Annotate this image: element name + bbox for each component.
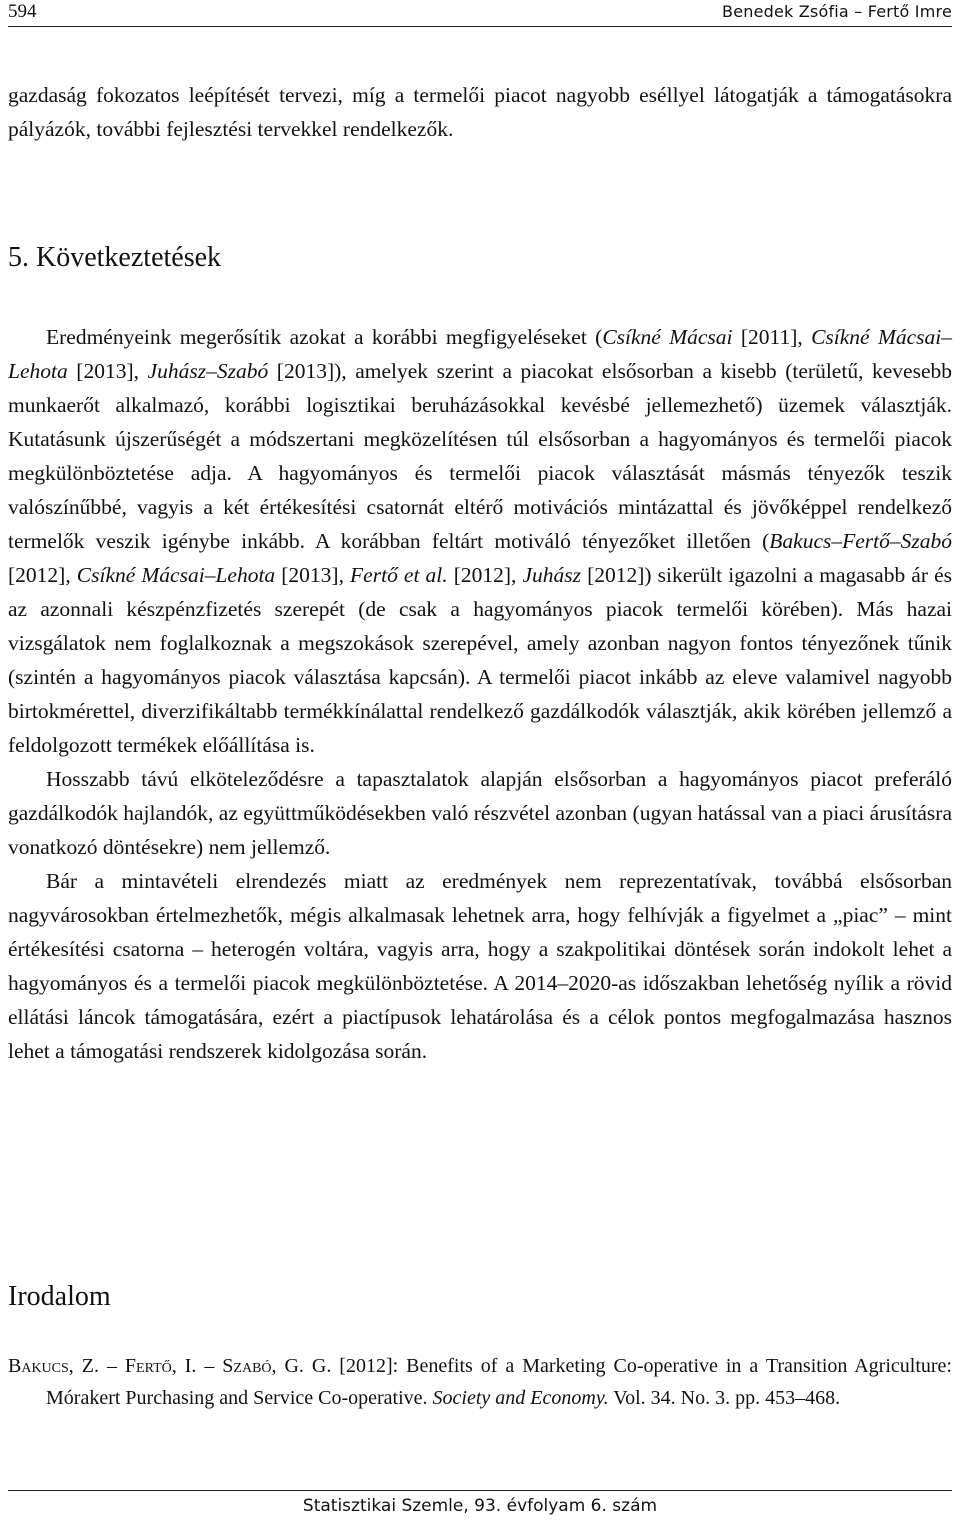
text-run: [2011], bbox=[732, 325, 812, 349]
citation: Csíkné Mácsai–Lehota bbox=[8, 325, 952, 383]
intro-text: gazdaság fokozatos leépítését tervezi, míg a termelői piacot nagyobb eséllyel látogatják a támogatásokra pályázók, további fejlesztési tervekkel rendelkezők. bbox=[8, 83, 952, 141]
reference-item bbox=[8, 1350, 952, 1414]
intro-paragraph bbox=[8, 78, 952, 146]
text-run: Eredményeink megerősítik azokat a korábbi megfigyeléseket ( bbox=[46, 325, 603, 349]
reference-journal: Society and Economy. bbox=[432, 1387, 609, 1409]
text-run: [2013], bbox=[67, 359, 148, 383]
running-authors: Benedek Zsófia – Fertő Imre bbox=[722, 2, 952, 21]
paragraph-1 bbox=[8, 320, 952, 762]
citation: Bakucs–Fertő–Szabó bbox=[769, 529, 952, 553]
running-header bbox=[8, 0, 952, 27]
conclusions-body bbox=[8, 320, 952, 1068]
page-number: 594 bbox=[8, 1, 37, 22]
citation: Fertő et al. bbox=[350, 563, 448, 587]
citation: Juhász–Szabó bbox=[147, 359, 269, 383]
paragraph-3: Bár a mintavételi elrendezés miatt az eredmények nem reprezentatívak, továbbá elsősorban nagyvárosokban értelmezhetők, mégis alkalmasak lehetnek arra, hogy felhívják a figyelmet a „piac” – mint értékesítési csatorna – heterogén voltára, vagyis arra, hogy a szakpolitikai döntések során indokolt lehet a hagyományos és a termelői piacok megkülönböztetése. A 2014–2020-as időszakban lehetőség nyílik a rövid ellátási láncok támogatására, ezért a piactípusok lehatárolása és a célok pontos megfogalmazása hasznos lehet a támogatási rendszerek kidolgozása során. bbox=[8, 869, 952, 1063]
section-heading: 5. Következtetések bbox=[8, 242, 222, 273]
references-heading: Irodalom bbox=[8, 1281, 111, 1312]
text-run: [2012], bbox=[8, 563, 77, 587]
reference-authors: Bakucs, Z. – Fertő, I. – Szabó, G. G. bbox=[8, 1355, 332, 1377]
paragraph-2: Hosszabb távú elköteleződésre a tapasztalatok alapján elsősorban a hagyományos piacot preferáló gazdálkodók hajlandók, az együttműködésekben való részvétel azonban (ugyan hatással van a piaci árusításra vonatkozó döntésekre) nem jellemző. bbox=[8, 767, 952, 859]
text-run: [2012], bbox=[447, 563, 523, 587]
text-run: [2012]) sikerült igazolni a magasabb ár és az azonnali készpénzfizetés szerepét (de csak a hagyományos piacok termelői körében). Más hazai vizsgálatok nem foglalkoznak a megszokások szerepével, amely azonban nagyon fontos tényezőnek tűnik (szintén a hagyományos piacok választása kapcsán). A termelői piacot inkább az eleve valamivel nagyobb birtokmérettel, diverzifikáltabb termékkínálattal rendelkező gazdálkodók választják, akik körében jellemző a feldolgozott termékek előállítása is. bbox=[8, 563, 952, 757]
text-run: [2013]), amelyek szerint a piacokat elsősorban a kisebb (területű, kevesebb munkaerőt alkalmazó, korábbi logisztikai beruházásokkal kevésbé jellemezhető) üzemek választják. Kutatásunk újszerűségét a módszertani megközelítésen túl elsősorban a hagyományos és termelői piacok megkülönböztetése adja. A hagyományos és termelői piacok választását másmás tényezők teszik valószínűbbé, vagyis a két értékesítési csatornát eltérő motivációs mintázattal és jövőképpel rendelkező termelők veszik igénybe inkább. A korábban feltárt motiváló tényezőket illetően ( bbox=[8, 359, 952, 553]
reference-list bbox=[8, 1350, 952, 1414]
footer-journal: Statisztikai Szemle, 93. évfolyam 6. szám bbox=[302, 1496, 658, 1516]
reference-body: [2012]: Benefits of a Marketing Co-operative in a Transition Agriculture: Mórakert Purchasing and Service Co-operative. bbox=[46, 1355, 952, 1409]
citation: Csíkné Mácsai–Lehota bbox=[76, 563, 276, 587]
citation: Csíkné Mácsai bbox=[602, 325, 733, 349]
citation: Juhász bbox=[522, 563, 582, 587]
running-footer bbox=[8, 1490, 952, 1521]
reference-tail: Vol. 34. No. 3. pp. 453–468. bbox=[608, 1387, 841, 1409]
text-run: [2013], bbox=[275, 563, 351, 587]
